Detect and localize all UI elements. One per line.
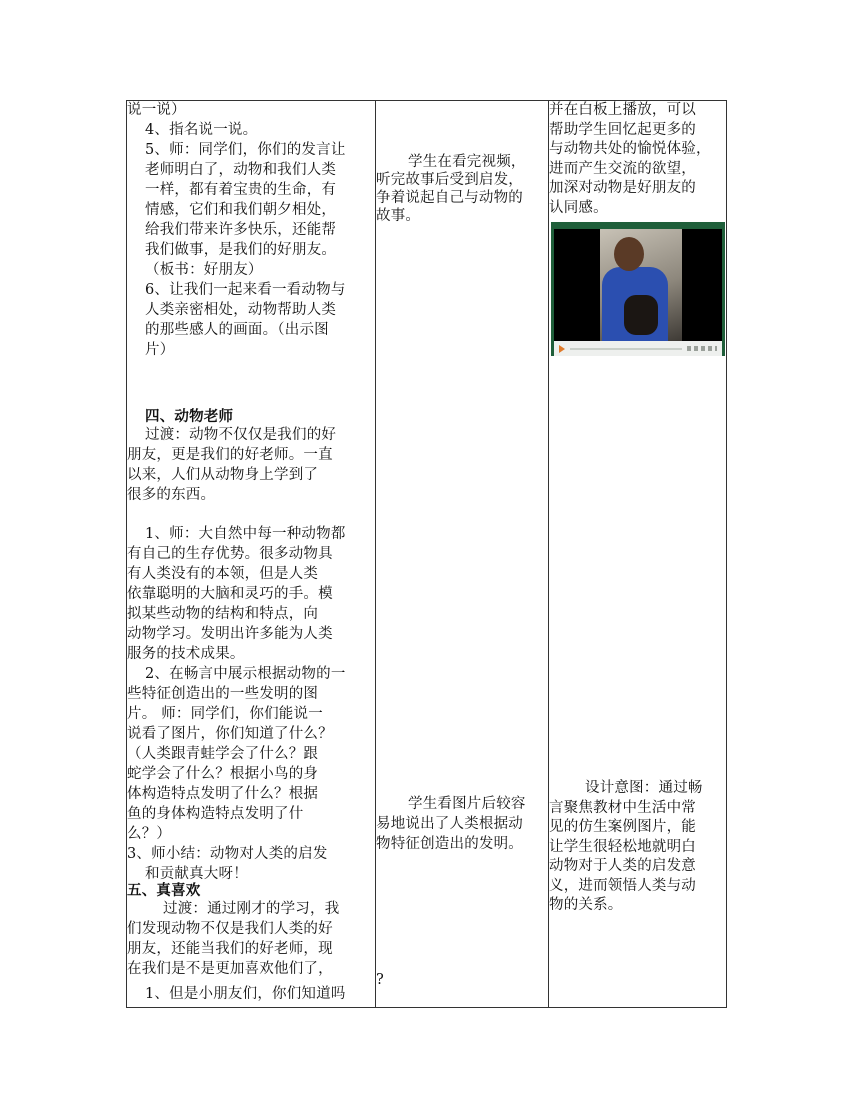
text-line: 1、师：大自然中每一种动物都	[145, 526, 346, 542]
text-line: 片。 师：同学们，你们能说一	[127, 706, 323, 722]
text-line: 学生在看完视频，	[408, 154, 526, 170]
play-icon[interactable]	[559, 345, 565, 353]
child-with-dog-image	[600, 229, 682, 341]
lesson-plan-table	[126, 100, 727, 1008]
text-line: 依靠聪明的大脑和灵巧的手。模	[127, 586, 333, 602]
text-line: 帮助学生回忆起更多的	[549, 122, 696, 138]
text-line: 5、师：同学们，你们的发言让	[145, 142, 346, 158]
text-line: 加深对动物是好朋友的	[549, 180, 696, 196]
dog-figure	[624, 295, 658, 335]
text-line: 动物学习。发明出许多能为人类	[127, 626, 333, 642]
text-line: 朋友，还能当我们的好老师，现	[127, 941, 333, 957]
text-line: 让学生很轻松地就明白	[549, 839, 696, 855]
text-line: 们发现动物不仅是我们人类的好	[127, 921, 333, 937]
text-line: 有人类没有的本领，但是人类	[127, 566, 319, 582]
text-line: 设计意图：通过畅	[585, 780, 703, 796]
text-line: 学生看图片后较容	[408, 796, 526, 812]
text-line: 以来，人们从动物身上学到了	[127, 467, 319, 483]
text-line: 并在白板上播放，可以	[549, 102, 696, 118]
text-line: 的那些感人的画面。（出示图	[145, 322, 329, 338]
progress-bar[interactable]	[570, 348, 682, 350]
text-line: 些特征创造出的一些发明的图	[127, 686, 319, 702]
text-line: 过渡：动物不仅仅是我们的好	[145, 427, 337, 443]
text-line: 故事。	[376, 208, 421, 224]
text-line: 说一说）	[127, 102, 186, 118]
text-line: 和贡献真大呀！	[145, 866, 248, 882]
text-line: 义，进而领悟人类与动	[549, 878, 696, 894]
text-line: 1、但是小朋友们，你们知道吗	[145, 986, 346, 1002]
section-heading: 五、真喜欢	[127, 882, 201, 899]
student-activity-cell	[376, 101, 549, 1008]
text-line: 争着说起自己与动物的	[376, 190, 523, 206]
text-line: 很多的东西。	[127, 487, 216, 503]
board-note: （板书：好朋友）	[145, 262, 263, 278]
text-line: 3、师小结：动物对人类的启发	[127, 846, 328, 862]
text-line: 6、让我们一起来看一看动物与	[145, 282, 346, 298]
video-player[interactable]	[551, 222, 725, 356]
text-line: 与动物共处的愉悦体验，	[549, 141, 711, 157]
text-line: 动物对于人类的启发意	[549, 858, 696, 874]
text-line: 片）	[145, 342, 175, 358]
text-line: 情感，它们和我们朝夕相处，	[145, 202, 337, 218]
video-controls	[554, 341, 722, 356]
text-line: 易地说出了人类根据动	[376, 816, 523, 832]
text-line: 人类亲密相处，动物帮助人类	[145, 302, 337, 318]
text-line: 服务的技术成果。	[127, 646, 245, 662]
text-line: 体构造特点发明了什么？根据	[127, 786, 319, 802]
text-line: 进而产生交流的欲望，	[549, 161, 696, 177]
section-heading: 四、动物老师	[145, 408, 234, 425]
table-row	[127, 101, 727, 1008]
text-line: 物特征创造出的发明。	[376, 836, 523, 852]
text-line: 给我们带来许多快乐，还能帮	[145, 222, 337, 238]
text-line: 老师明白了，动物和我们人类	[145, 162, 337, 178]
video-frame	[554, 229, 722, 341]
text-line: 言聚焦教材中生活中常	[549, 800, 696, 816]
text-line: 说看了图片，你们知道了什么？	[127, 726, 333, 742]
text-line: 朋友，更是我们的好老师。一直	[127, 447, 333, 463]
text-line: （人类跟青蛙学会了什么？跟	[127, 746, 319, 762]
text-line: 蛇学会了什么？根据小鸟的身	[127, 766, 319, 782]
control-icons[interactable]	[687, 346, 717, 351]
text-line: 4、指名说一说。	[145, 122, 258, 138]
text-line: 认同感。	[549, 200, 608, 216]
stray-mark: ?	[376, 972, 384, 988]
text-line: 听完故事后受到启发，	[376, 172, 523, 188]
text-line: 么？）	[127, 826, 172, 842]
text-line: 一样，都有着宝贵的生命，有	[145, 182, 337, 198]
text-line: 2、在畅言中展示根据动物的一	[145, 666, 346, 682]
text-line: 过渡：通过刚才的学习，我	[163, 901, 340, 917]
design-intent-cell	[549, 101, 727, 1008]
text-line: 有自己的生存优势。很多动物具	[127, 546, 333, 562]
text-line: 物的关系。	[549, 897, 623, 913]
text-line: 鱼的身体构造特点发明了什	[127, 806, 304, 822]
text-line: 在我们是不是更加喜欢他们了，	[127, 961, 333, 977]
text-line: 我们做事，是我们的好朋友。	[145, 242, 337, 258]
teacher-activity-cell	[127, 101, 376, 1008]
text-line: 见的仿生案例图片，能	[549, 819, 696, 835]
text-line: 拟某些动物的结构和特点，向	[127, 606, 319, 622]
